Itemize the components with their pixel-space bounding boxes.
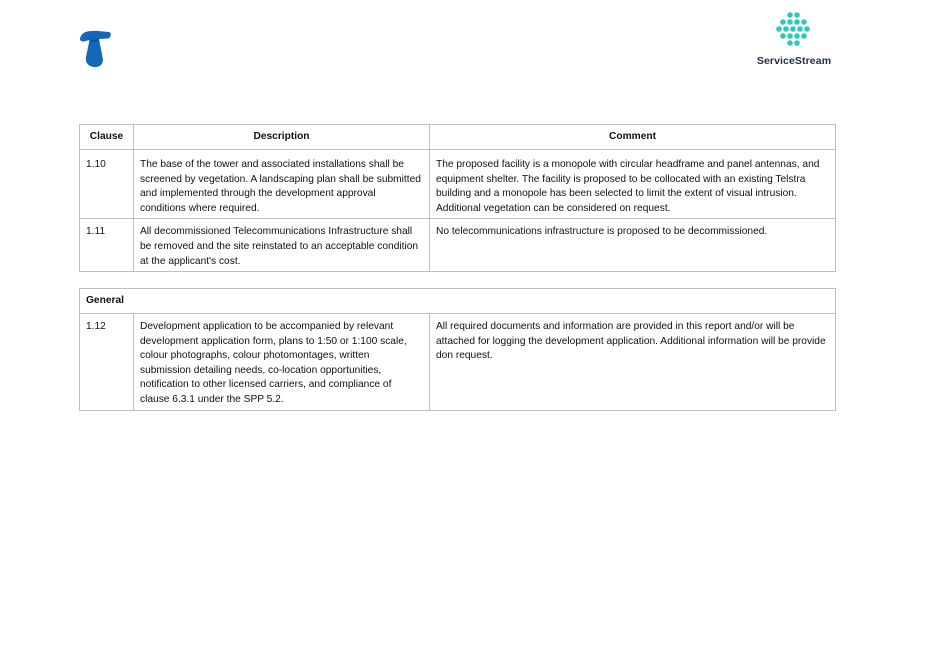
header-comment: Comment [430, 125, 836, 150]
clause-description: The base of the tower and associated installations shall be screened by vegetation. A landscaping plan shall be submitted and implemented through the development approval conditions where required. [134, 150, 430, 219]
clause-comment: All required documents and information are provided in this report and/or will be attached for logging the development application. Additional information will be provide don request. [430, 314, 836, 411]
clause-description: Development application to be accompanied by relevant development application form, plans to 1:50 or 1:100 scale, colour photographs, colour photomontages, written submission detailing needs, co-location opportunities, notification to other licensed carriers, and compliance of clause 6.3.1 under the SPP 5.2. [134, 314, 430, 411]
clause-number: 1.10 [80, 150, 134, 219]
clause-table [79, 124, 836, 272]
table-row [80, 219, 836, 272]
section-header-row [80, 289, 836, 314]
table-header-row [80, 125, 836, 150]
clause-number: 1.11 [80, 219, 134, 272]
table-row [80, 314, 836, 411]
servicestream-logo [752, 12, 836, 72]
header-clause: Clause [80, 125, 134, 150]
clause-comment: The proposed facility is a monopole with circular headframe and panel antennas, and equipment shelter. The facility is proposed to be collocated with an existing Telstra building and a monopole has been selected to limit the extent of visual intrusion. Additional vegetation can be considered on request. [430, 150, 836, 219]
clause-description: All decommissioned Telecommunications Infrastructure shall be removed and the site reinstated to an acceptable condition at the applicant's cost. [134, 219, 430, 272]
header-description: Description [134, 125, 430, 150]
telstra-logo-icon [78, 30, 112, 68]
clause-number: 1.12 [80, 314, 134, 411]
clause-comment: No telecommunications infrastructure is proposed to be decommissioned. [430, 219, 836, 272]
servicestream-brand-text: ServiceStream [756, 55, 832, 67]
general-table [79, 288, 836, 411]
servicestream-logo-icon [774, 12, 814, 48]
table-row [80, 150, 836, 219]
section-title-general: General [80, 289, 836, 314]
